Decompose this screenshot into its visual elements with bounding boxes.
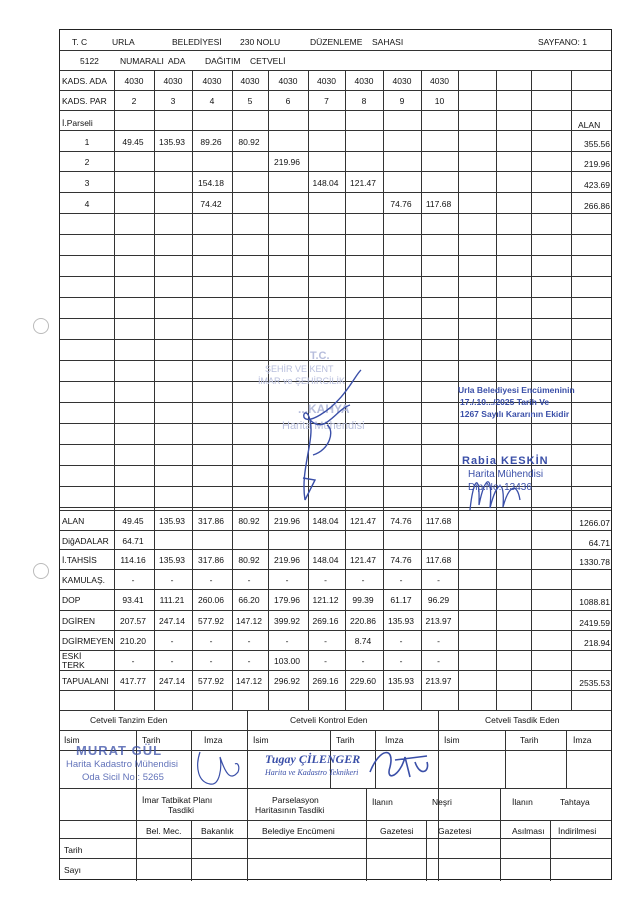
summary-total: 2419.59 [579, 618, 610, 628]
signature-center [275, 360, 365, 510]
header-numarali: NUMARALI [120, 56, 164, 66]
grid-hline [60, 730, 611, 731]
summary-cell: 148.04 [312, 516, 339, 526]
parcel-cell: 80.92 [238, 137, 260, 147]
encumen-stamp-line2: 17./.10.../2025 Tarih Ve [460, 397, 550, 407]
summary-cell: - [247, 636, 251, 646]
parcel-number: 2 [84, 157, 90, 167]
footer-isim-2: İsim [253, 735, 269, 745]
grid-hline [60, 234, 611, 235]
parcel-cell: 219.96 [274, 157, 300, 167]
parcel-cell: 148.04 [312, 178, 339, 188]
header-ada-word: ADA [168, 56, 186, 66]
tugay-stamp-title: Harita ve Kadastro Teknikeri [265, 768, 359, 777]
footer-sayi-row: Sayı [64, 865, 82, 875]
header-sayfano: SAYFANO: 1 [538, 37, 587, 47]
summary-cell: - [437, 636, 440, 646]
grid-hline [60, 610, 611, 611]
summary-label: İ.TAHSİS [62, 555, 97, 565]
rabia-stamp-name: Rabia KESKİN [462, 455, 549, 467]
header-nolu: 230 NOLU [240, 37, 281, 47]
header-cetveli: CETVELİ [250, 56, 286, 66]
grid-vline [426, 820, 427, 881]
summary-cell: 61.17 [390, 595, 412, 605]
summary-cell: - [209, 656, 213, 666]
header-tc: T. C [72, 37, 88, 47]
summary-cell: - [324, 656, 327, 666]
grid-vline [366, 788, 367, 881]
grid-vline [136, 788, 137, 881]
footer-imza-1: İmza [204, 735, 223, 745]
kads-ada-cell: 4030 [240, 76, 260, 86]
summary-cell: 74.76 [390, 555, 412, 565]
footer-tanzim: Cetveli Tanzim Eden [90, 715, 168, 725]
summary-label: DGİRMEYEN [62, 636, 114, 646]
summary-cell: - [170, 575, 174, 585]
grid-hline [60, 110, 611, 111]
summary-cell: - [247, 656, 251, 666]
summary-cell: 210.20 [120, 636, 146, 646]
summary-cell: 269.16 [312, 616, 339, 626]
faint-stamp-line2: ŞEHİR VE KENT [265, 364, 334, 374]
grid-hline [60, 690, 611, 691]
footer-tarih-row: Tarih [64, 845, 83, 855]
summary-cell: 247.14 [159, 616, 185, 626]
parcel-total: 423.69 [584, 180, 610, 190]
summary-cell: 577.92 [198, 616, 224, 626]
grid-hline [60, 510, 611, 511]
summary-cell: - [399, 575, 403, 585]
summary-cell: - [399, 636, 403, 646]
tugay-stamp-name: Tugay ÇİLENGER [265, 752, 361, 766]
kads-par-cell: 3 [170, 96, 176, 106]
grid-hline [60, 192, 611, 193]
parcel-cell: 154.18 [198, 178, 224, 188]
summary-cell: 8.74 [354, 636, 372, 646]
summary-total: 1330.78 [579, 557, 610, 567]
grid-hline [60, 710, 611, 711]
summary-label: KAMULAŞ. [62, 575, 105, 585]
summary-cell: 135.93 [159, 516, 185, 526]
summary-cell: 103.00 [274, 656, 300, 666]
summary-cell: - [285, 636, 289, 646]
summary-cell: 220.86 [350, 616, 376, 626]
summary-label: DiğADALAR [62, 536, 109, 546]
grid-hline [60, 318, 611, 319]
parcel-cell: 89.26 [200, 137, 222, 147]
summary-cell: 317.86 [198, 516, 224, 526]
faint-stamp-tc: T.C. [310, 350, 330, 362]
summary-cell: 111.21 [159, 595, 185, 605]
summary-label: DOP [62, 595, 81, 605]
summary-cell: 317.86 [198, 555, 224, 565]
grid-hline [60, 650, 611, 651]
summary-total: 1266.07 [579, 518, 610, 528]
footer-tasdiki: Tasdiki [168, 805, 194, 815]
parcel-cell: 74.42 [200, 199, 222, 209]
faint-stamp-line4: ...KAHYA [298, 402, 350, 416]
kads-par-cell: 6 [285, 96, 291, 106]
summary-cell: 121.47 [350, 555, 376, 565]
summary-cell: - [285, 575, 289, 585]
encumen-stamp-line1: Urla Belediyesi Encümeninin [458, 385, 575, 395]
grid-vline [191, 820, 192, 881]
grid-hline [60, 297, 611, 298]
summary-label: ALAN [62, 516, 85, 526]
footer-ilanin: İlanın [372, 797, 393, 807]
summary-cell: - [170, 656, 174, 666]
header-sahasi: SAHASI [372, 37, 404, 47]
summary-cell: - [361, 575, 365, 585]
footer-isim-1: İsim [64, 735, 80, 745]
summary-cell: - [399, 656, 403, 666]
summary-cell: 179.96 [274, 595, 300, 605]
footer-bakanlik: Bakanlık [201, 826, 234, 836]
kads-par-cell: 5 [247, 96, 253, 106]
kads-par-cell: 10 [434, 96, 445, 106]
summary-cell: 49.45 [122, 516, 144, 526]
grid-hline [60, 276, 611, 277]
kads-ada-cell: 4030 [430, 76, 449, 86]
grid-vline [383, 70, 384, 710]
grid-hline [60, 151, 611, 152]
grid-hline [60, 130, 611, 131]
summary-total: 218.94 [584, 638, 610, 648]
grid-hline [60, 630, 611, 631]
murat-stamp-title: Harita Kadastro Mühendisi [66, 759, 178, 770]
faint-stamp-line3: İMAR ve ŞEHİRCİLİK [258, 376, 346, 386]
parcel-cell: 135.93 [159, 137, 185, 147]
parcel-cell: 74.76 [390, 199, 412, 209]
kads-ada-cell: 4030 [354, 76, 374, 86]
footer-tarih-3: Tarih [520, 735, 539, 745]
summary-cell: 96.29 [427, 595, 450, 605]
footer-tasdik: Cetveli Tasdik Eden [485, 715, 560, 725]
summary-cell: 121.12 [312, 595, 339, 605]
summary-cell: - [170, 636, 174, 646]
footer-imar-tatbikat: İmar Tatbikat Planı [142, 795, 213, 805]
grid-hline [60, 589, 611, 590]
footer-tahtaya: Tahtaya [560, 797, 590, 807]
summary-cell: 135.93 [388, 676, 414, 686]
label-kads-par: KADS. PAR [62, 96, 107, 106]
parcel-number: 4 [84, 199, 90, 209]
header-urla: URLA [112, 37, 135, 47]
summary-label: TAPUALANI [62, 676, 109, 686]
grid-hline [60, 858, 611, 859]
footer-tarih-2: Tarih [336, 735, 355, 745]
summary-cell: 80.92 [238, 516, 260, 526]
footer-isim-3: İsim [444, 735, 460, 745]
summary-cell: - [209, 575, 213, 585]
summary-cell: 219.96 [274, 555, 300, 565]
header-duzenleme: DÜZENLEME [310, 37, 363, 47]
summary-total: 1088.81 [579, 597, 610, 607]
footer-nesri: Neşri [432, 797, 452, 807]
kads-ada-cell: 4030 [163, 76, 183, 86]
kads-par-cell: 4 [209, 96, 215, 106]
summary-cell: 260.06 [198, 595, 224, 605]
footer-imza-2: İmza [385, 735, 404, 745]
summary-cell: 147.12 [236, 616, 262, 626]
summary-cell: - [209, 636, 213, 646]
footer-ilanin-2: İlanın [512, 797, 533, 807]
summary-cell: 121.47 [350, 516, 376, 526]
grid-vline [268, 70, 269, 710]
binder-hole-bottom [33, 563, 49, 579]
grid-hline [60, 549, 611, 550]
grid-vline [505, 730, 506, 788]
summary-cell: 207.57 [120, 616, 146, 626]
grid-hline [60, 213, 611, 214]
summary-label: TERK [62, 660, 85, 670]
summary-cell: - [437, 656, 440, 666]
footer-gazetesi-2: Gazetesi [438, 826, 472, 836]
grid-vline [438, 710, 439, 881]
distribution-sheet [59, 29, 612, 880]
parcel-total: 355.56 [584, 139, 610, 149]
grid-vline [232, 70, 233, 710]
summary-cell: 148.04 [312, 555, 339, 565]
summary-cell: 80.92 [238, 555, 260, 565]
summary-cell: 247.14 [159, 676, 185, 686]
summary-cell: 229.60 [350, 676, 376, 686]
footer-imza-3: İmza [573, 735, 592, 745]
summary-cell: - [131, 575, 135, 585]
summary-cell: 99.39 [352, 595, 374, 605]
header-belediyesi: BELEDİYESİ [172, 37, 222, 47]
summary-cell: 74.76 [390, 516, 412, 526]
summary-cell: - [361, 656, 365, 666]
murat-stamp-oda: Oda Sicil No : 5265 [82, 772, 164, 783]
kads-par-cell: 9 [399, 96, 405, 106]
grid-hline [60, 339, 611, 340]
summary-cell: 213.97 [425, 616, 452, 626]
summary-cell: 219.96 [274, 516, 300, 526]
grid-vline [247, 710, 248, 881]
rabia-stamp-title: Harita Mühendisi [468, 469, 544, 480]
grid-hline [60, 70, 611, 71]
summary-cell: 114.16 [120, 555, 146, 565]
signature-murat [190, 742, 245, 792]
summary-total: 2535.53 [579, 678, 610, 688]
footer-bel-mec: Bel. Mec. [146, 826, 182, 836]
label-kads-ada: KADS. ADA [62, 76, 107, 86]
footer-haritasinin: Haritasının Tasdiki [255, 805, 325, 815]
kads-par-cell: 7 [324, 96, 329, 106]
grid-hline [60, 90, 611, 91]
grid-hline [60, 820, 611, 821]
grid-vline [566, 730, 567, 788]
summary-cell: - [247, 575, 251, 585]
summary-label: DGİREN [62, 616, 96, 626]
encumen-stamp-line3: 1267 Sayılı Kararının Ekidir [460, 409, 570, 419]
footer-parselasyon: Parselasyon [272, 795, 319, 805]
summary-cell: - [324, 575, 327, 585]
summary-label: ESKİ [62, 651, 82, 661]
grid-hline [60, 788, 611, 789]
summary-cell: 269.16 [312, 676, 339, 686]
signature-rabia [465, 460, 525, 520]
summary-cell: 117.68 [425, 555, 452, 565]
summary-cell: 296.92 [274, 676, 300, 686]
summary-cell: 417.77 [120, 676, 146, 686]
summary-cell: - [324, 636, 327, 646]
footer-tarih-1: Tarih [142, 735, 161, 745]
grid-hline [60, 838, 611, 839]
kads-ada-cell: 4030 [392, 76, 412, 86]
summary-cell: 93.41 [122, 595, 144, 605]
rabia-stamp-dip: Dip.No: 13436 [468, 482, 532, 493]
grid-hline [60, 255, 611, 256]
summary-cell: 135.93 [159, 555, 185, 565]
summary-cell: 64.71 [122, 536, 144, 546]
murat-stamp-name: MURAT GÜL [76, 743, 163, 758]
grid-vline [421, 70, 422, 710]
parcel-cell: 117.68 [425, 199, 452, 209]
grid-hline [60, 50, 611, 51]
summary-cell: 577.92 [198, 676, 224, 686]
summary-cell: 213.97 [425, 676, 452, 686]
summary-cell: 399.92 [274, 616, 300, 626]
kads-par-cell: 2 [131, 96, 137, 106]
grid-hline [60, 569, 611, 570]
header-dagitim: DAĞITIM [205, 56, 241, 66]
footer-belediye-encumeni: Belediye Encümeni [262, 826, 335, 836]
header-ada: 5122 [80, 56, 99, 66]
kads-ada-cell: 4030 [317, 76, 336, 86]
footer-gazetesi-1: Gazetesi [380, 826, 414, 836]
footer-indirilmesi: İndirilmesi [558, 826, 597, 836]
summary-cell: 117.68 [425, 516, 452, 526]
parcel-total: 219.96 [584, 159, 610, 169]
summary-cell: 147.12 [236, 676, 262, 686]
kads-ada-cell: 4030 [124, 76, 144, 86]
parcel-number: 1 [84, 137, 90, 147]
grid-vline [500, 788, 501, 881]
grid-vline [114, 70, 115, 710]
grid-vline [192, 70, 193, 710]
binder-hole-top [33, 318, 49, 334]
kads-par-cell: 8 [361, 96, 367, 106]
summary-cell: - [437, 575, 440, 585]
footer-kontrol: Cetveli Kontrol Eden [290, 715, 368, 725]
grid-vline [154, 70, 155, 710]
grid-hline [60, 530, 611, 531]
summary-total: 64.71 [588, 538, 610, 548]
summary-cell: 135.93 [388, 616, 414, 626]
faint-stamp-line5: Harita Mühendisi [282, 420, 365, 432]
parcel-total: 266.86 [584, 201, 610, 211]
parcel-cell: 121.47 [350, 178, 376, 188]
grid-hline [60, 171, 611, 172]
summary-cell: - [131, 656, 135, 666]
grid-vline [550, 820, 551, 881]
summary-cell: 66.20 [238, 595, 260, 605]
signature-tugay [365, 742, 435, 787]
label-i-parseli: İ.Parseli [62, 118, 93, 128]
parcel-cell: 49.45 [122, 137, 144, 147]
parcel-number: 3 [84, 178, 90, 188]
label-alan-column: ALAN [578, 120, 601, 130]
footer-asilmasi: Asılması [512, 826, 545, 836]
grid-hline [60, 670, 611, 671]
kads-ada-cell: 4030 [202, 76, 222, 86]
kads-ada-cell: 4030 [278, 76, 298, 86]
